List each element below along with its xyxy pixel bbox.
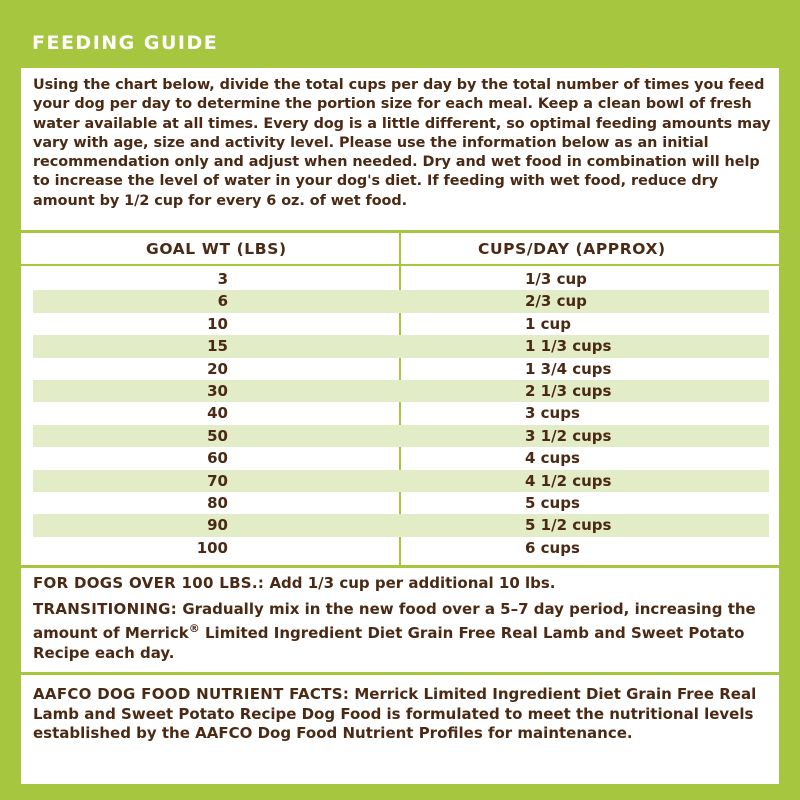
goal-weight-cell: 6 — [217, 292, 228, 311]
table-row — [33, 268, 769, 290]
table-row — [33, 402, 769, 424]
feeding-table-body — [33, 268, 769, 559]
goal-weight-cell: 50 — [207, 426, 228, 445]
cups-per-day-cell: 1 3/4 cups — [525, 359, 612, 378]
over-100-label: FOR DOGS OVER 100 LBS.: — [33, 574, 265, 592]
transition-note — [33, 600, 773, 664]
aafco-statement — [33, 685, 773, 744]
table-row — [33, 470, 769, 492]
table-row — [33, 514, 769, 536]
cups-per-day-cell: 2 1/3 cups — [525, 381, 612, 400]
goal-weight-cell: 100 — [196, 538, 228, 557]
table-row — [33, 380, 769, 402]
over-100-text: Add 1/3 cup per additional 10 lbs. — [264, 574, 556, 592]
goal-weight-cell: 10 — [207, 314, 228, 333]
transition-label: TRANSITIONING: — [33, 599, 178, 618]
cups-per-day-cell: 3 cups — [525, 404, 580, 423]
transition-text-2: Limited Ingredient Diet Grain Free Real Lamb and Sweet Potato Recipe each day. — [33, 624, 745, 662]
aafco-label: AAFCO DOG FOOD NUTRIENT FACTS: — [33, 685, 350, 703]
transition-text-1: Gradually mix in the new food over a 5–7 day period, increasing the amount of Merrick — [33, 599, 756, 642]
goal-weight-cell: 20 — [207, 359, 228, 378]
registered-mark: ® — [188, 622, 200, 635]
goal-weight-cell: 60 — [207, 449, 228, 468]
table-row — [33, 425, 769, 447]
cups-per-day-cell: 5 1/2 cups — [525, 516, 612, 535]
goal-weight-cell: 40 — [207, 404, 228, 423]
aafco-separator — [21, 672, 779, 675]
cups-per-day-cell: 3 1/2 cups — [525, 426, 612, 445]
cups-per-day-cell: 1 1/3 cups — [525, 337, 612, 356]
cups-per-day-cell: 1/3 cup — [525, 270, 587, 288]
table-row — [33, 447, 769, 469]
cups-per-day-cell: 4 cups — [525, 449, 580, 468]
cups-per-day-cell: 6 cups — [525, 538, 580, 557]
cups-per-day-cell: 4 1/2 cups — [525, 471, 612, 490]
notes-section — [33, 574, 773, 663]
goal-weight-cell: 80 — [207, 493, 228, 512]
over-100-note — [33, 574, 773, 594]
intro-paragraph: Using the chart below, divide the total cups per day by the total number of times you feed your dog per day to determine the portion size for each meal. Keep a clean bowl of fresh water available at all times. Every dog is a little different, so optimal feeding amounts may vary with age, size and activity level. Please use the information below as an initial recommendation only and adjust when needed. Dry and wet food in combination will help to increase the level of water in your dog's diet. If feeding with wet food, reduce dry amount by 1/2 cup for every 6 oz. of wet food. — [33, 77, 771, 209]
table-row — [33, 290, 769, 312]
aafco-text: Merrick Limited Ingredient Diet Grain Free Real Lamb and Sweet Potato Recipe Dog Food is formulated to meet the nutritional levels established by the AAFCO Dog Food Nutrient Profiles for maintenance. — [33, 685, 757, 742]
page-title: FEEDING GUIDE — [32, 32, 219, 54]
table-header-cups: CUPS/DAY (APPROX) — [478, 240, 666, 258]
cups-per-day-cell: 5 cups — [525, 493, 580, 512]
goal-weight-cell: 70 — [207, 471, 228, 490]
goal-weight-cell: 90 — [207, 516, 228, 535]
table-header-weight: GOAL WT (LBS) — [146, 240, 287, 258]
table-row — [33, 492, 769, 514]
cups-per-day-cell: 2/3 cup — [525, 292, 587, 311]
goal-weight-cell: 3 — [217, 270, 228, 288]
goal-weight-cell: 15 — [207, 337, 228, 356]
table-row — [33, 335, 769, 357]
table-row — [33, 537, 769, 559]
table-row — [33, 313, 769, 335]
goal-weight-cell: 30 — [207, 381, 228, 400]
table-row — [33, 358, 769, 380]
cups-per-day-cell: 1 cup — [525, 314, 571, 333]
